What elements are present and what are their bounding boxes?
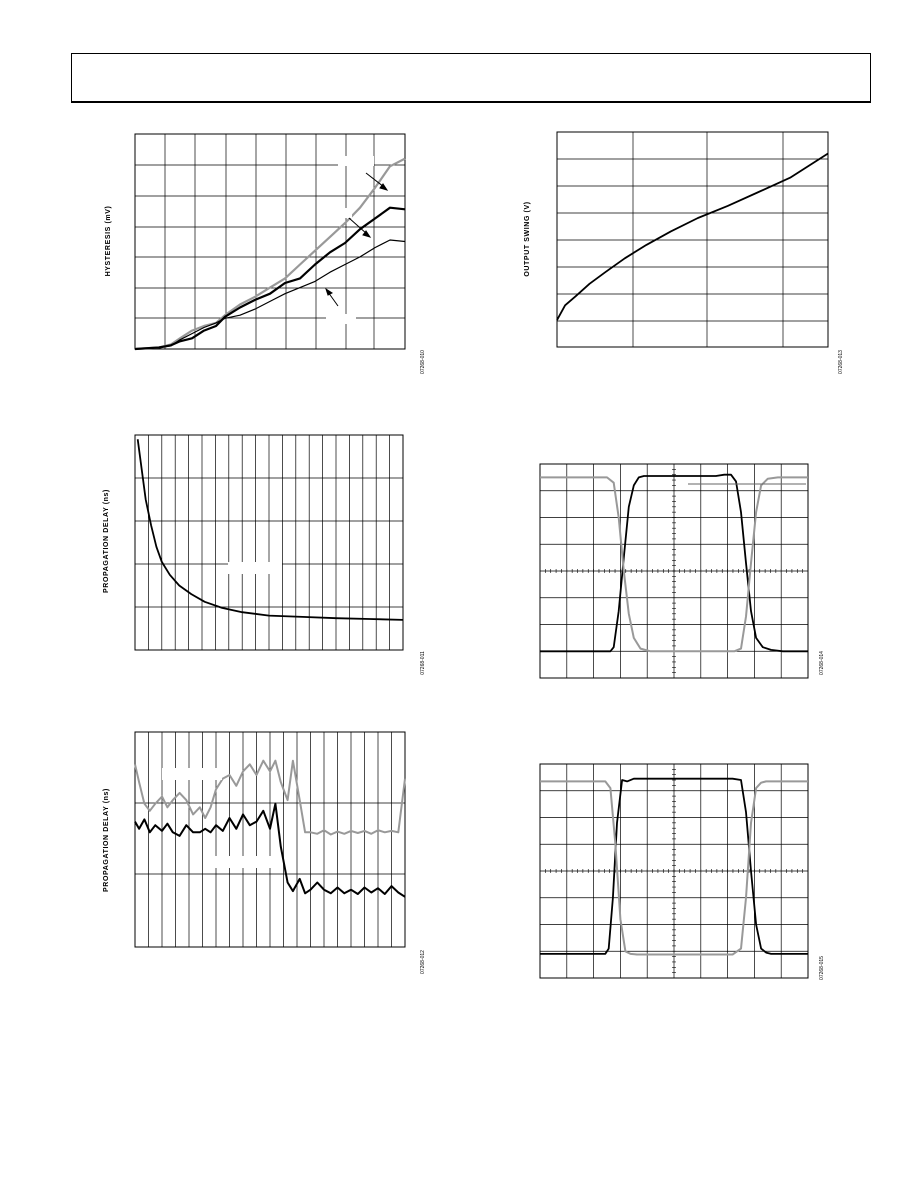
prop-delay-overdrive-y-axis-label: PROPAGATION DELAY (ns) <box>103 489 110 593</box>
hysteresis-figure-code: 07268-010 <box>420 350 426 374</box>
output-swing-y-axis-label: OUTPUT SWING (V) <box>524 201 531 277</box>
hysteresis-y-axis-label: HYSTERESIS (mV) <box>105 205 112 277</box>
scope-1-figure-code: 07268-014 <box>819 651 825 675</box>
chart-scope-2 <box>540 764 808 978</box>
prop-delay-cm-y-axis-label: PROPAGATION DELAY (ns) <box>103 788 110 892</box>
output-swing-figure-code: 07268-013 <box>838 350 844 374</box>
scope-2-figure-code: 07268-015 <box>819 956 825 980</box>
prop-delay-overdrive-figure-code: 07268-011 <box>420 651 426 675</box>
prop-delay-cm-figure-code: 07268-012 <box>420 950 426 974</box>
